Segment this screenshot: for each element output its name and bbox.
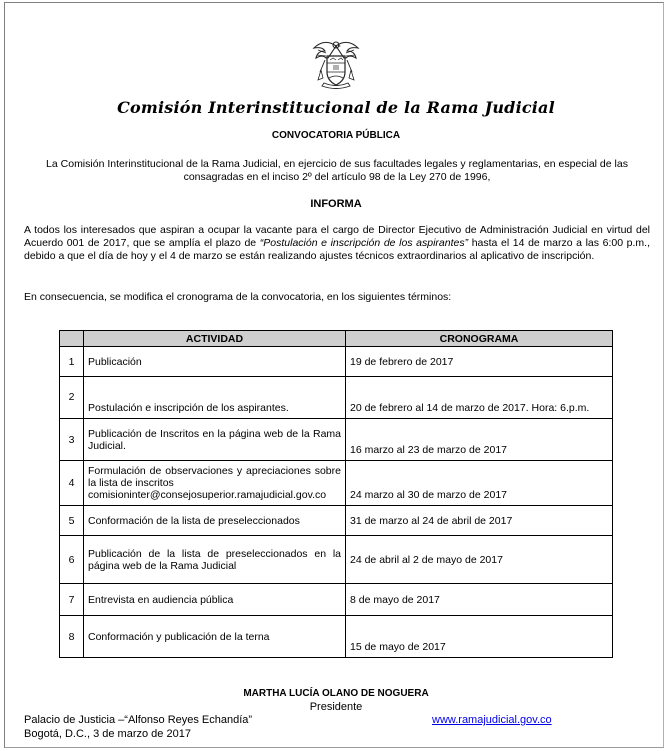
row-date: 31 de marzo al 24 de abril de 2017 — [346, 506, 613, 536]
body-paragraph — [24, 224, 650, 263]
row-number: 7 — [60, 584, 84, 616]
table-row — [60, 584, 613, 616]
contact-email-link[interactable]: comisioninter@consejosuperior.ramajudicial.gov.co — [88, 489, 327, 501]
row-number: 2 — [60, 377, 84, 419]
header-schedule: CRONOGRAMA — [346, 331, 613, 347]
row-activity: Publicación — [84, 347, 346, 377]
row-activity: Conformación y publicación de la terna — [84, 616, 346, 658]
row-activity: Postulación e inscripción de los aspirantes. — [84, 377, 346, 419]
row-date: 16 marzo al 23 de marzo de 2017 — [346, 419, 613, 461]
signatory-role: Presidente — [309, 701, 363, 713]
body-text-end: hasta el 14 de marzo a las 6:00 p.m., debido a que el día de hoy y el 4 de marzo se están realizando ajustes técnicos extraordinarios al aplicativo de inscripción. — [24, 237, 651, 262]
row-date: 8 de mayo de 2017 — [346, 584, 613, 616]
table-header-row — [60, 331, 613, 347]
table-row — [60, 536, 613, 584]
informa-heading: INFORMA — [310, 198, 362, 210]
table-row — [60, 347, 613, 377]
table-row — [60, 461, 613, 506]
row-activity-text: Formulación de observaciones y apreciaciones sobre la lista de inscritos — [88, 465, 341, 489]
signatory-name: MARTHA LUCÍA OLANO DE NOGUERA — [243, 688, 429, 699]
row-activity — [84, 461, 346, 506]
page-title: Comisión Interinstitucional de la Rama Judicial — [117, 98, 555, 117]
table-row — [60, 616, 613, 658]
row-date: 15 de mayo de 2017 — [346, 616, 613, 658]
row-number: 8 — [60, 616, 84, 658]
row-date: 24 de abril al 2 de mayo de 2017 — [346, 536, 613, 584]
row-date: 24 marzo al 30 de marzo de 2017 — [346, 461, 613, 506]
website-link[interactable]: www.ramajudicial.gov.co — [432, 714, 552, 726]
row-date: 19 de febrero de 2017 — [346, 347, 613, 377]
intro-paragraph: La Comisión Interinstitucional de la Rama Judicial, en ejercicio de sus facultades legales y reglamentarias, en especial de las consagradas en el inciso 2º del artículo 98 de la Ley 270 de 1996, — [46, 158, 628, 183]
body-text-start: A todos los interesados que aspiran a ocupar la vacante para el cargo de Director Ejecutivo de Administración Judicial en virtud del Acuerdo 001 de 2017, que se amplía el plazo de — [24, 224, 650, 249]
body-text-quoted: “Postulación e inscripción de los aspirantes” — [259, 237, 469, 249]
row-activity: Publicación de la lista de preseleccionados en la página web de la Rama Judicial — [84, 536, 346, 584]
table-row — [60, 506, 613, 536]
row-number: 4 — [60, 461, 84, 506]
row-activity: Publicación de Inscritos en la página web de la Rama Judicial. — [84, 419, 346, 461]
document-subtitle: CONVOCATORIA PÚBLICA — [271, 130, 401, 141]
row-number: 6 — [60, 536, 84, 584]
colombia-coat-of-arms-icon — [312, 36, 360, 92]
header-number — [60, 331, 84, 347]
table-row — [60, 377, 613, 419]
row-activity: Entrevista en audiencia pública — [84, 584, 346, 616]
row-number: 3 — [60, 419, 84, 461]
schedule-intro-paragraph: En consecuencia, se modifica el cronograma de la convocatoria, en los siguientes términos: — [24, 291, 452, 303]
table-row — [60, 419, 613, 461]
footer-date: Bogotá, D.C., 3 de marzo de 2017 — [24, 728, 191, 740]
schedule-table — [59, 330, 613, 658]
row-activity: Conformación de la lista de preseleccionados — [84, 506, 346, 536]
header-activity: ACTIVIDAD — [84, 331, 346, 347]
row-number: 5 — [60, 506, 84, 536]
footer-place: Palacio de Justicia –“Alfonso Reyes Echandía” — [24, 714, 253, 726]
row-date: 20 de febrero al 14 de marzo de 2017. Hora: 6.p.m. — [346, 377, 613, 419]
row-number: 1 — [60, 347, 84, 377]
